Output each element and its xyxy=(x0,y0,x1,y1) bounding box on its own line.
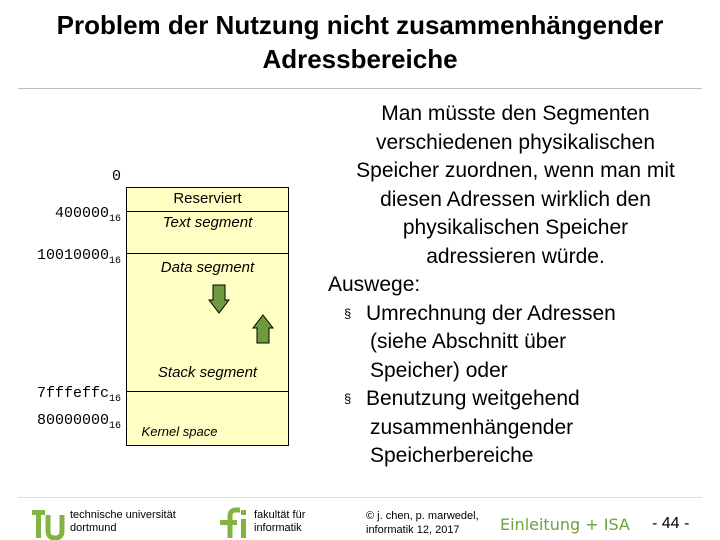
explanation-text xyxy=(318,100,713,471)
segment-divider xyxy=(127,211,288,212)
bullet-line: zusammenhängender xyxy=(370,415,574,439)
segment-data: Data segment xyxy=(160,259,255,276)
footer-divider xyxy=(18,497,702,498)
segment-divider xyxy=(127,391,288,392)
text-line: physikalischen Speicher xyxy=(402,216,629,239)
segment-divider xyxy=(127,253,288,254)
bullet-line: Speicherbereiche xyxy=(370,444,534,467)
tu-logo-icon xyxy=(30,507,66,540)
bullet-icon: § xyxy=(344,305,352,321)
bullet-item-1 xyxy=(318,300,713,386)
heap-grows-down-arrow-icon xyxy=(208,284,230,314)
text-line: adressieren würde. xyxy=(426,244,605,268)
explanation-paragraph xyxy=(318,100,713,300)
text-line: Man müsste den Segmenten xyxy=(381,102,650,125)
address-label-7fffeffc: 7fffeffc$_{16}$ xyxy=(36,385,121,405)
title-divider xyxy=(18,88,702,89)
slide-title xyxy=(0,8,720,76)
text-line: diesen Adressen wirklich den xyxy=(380,187,651,211)
faculty-name: fakultät für informatik xyxy=(254,509,306,534)
title-line-2: Adressbereiche xyxy=(262,44,458,74)
address-label-400000: $400000_{16}$ xyxy=(54,205,121,225)
text-line: Auswege: xyxy=(328,273,421,296)
segment-kernel: Kernel space xyxy=(141,424,218,439)
bullet-line: Speicher) oder xyxy=(370,358,508,382)
course-name: Einleitung + ISA xyxy=(500,515,630,534)
university-name: technische universität dortmund xyxy=(70,509,176,534)
text-line: verschiedenen physikalischen xyxy=(376,130,655,154)
segment-text: Text segment xyxy=(162,214,253,231)
segment-stack: Stack segment xyxy=(157,364,258,381)
bullet-icon: § xyxy=(344,391,352,406)
title-line-1: Problem der Nutzung nicht zusammenhängender xyxy=(56,10,664,40)
address-label-10010000: $10010000_{16}$ xyxy=(36,247,121,267)
text-line: Speicher zuordnen, wenn man mit xyxy=(356,159,675,182)
address-label-0: 0 xyxy=(111,168,121,185)
bullet-line: (siehe Abschnitt über xyxy=(370,330,567,353)
segment-reserved: Reserviert xyxy=(173,190,242,207)
stack-grows-up-arrow-icon xyxy=(252,314,274,344)
bullet-line: Benutzung weitgehend xyxy=(366,387,580,410)
bullet-line: Umrechnung der Adressen xyxy=(366,301,616,325)
copyright-text: © j. chen, p. marwedel, informatik 12, 2017 xyxy=(366,510,479,536)
address-label-80000000: $80000000_{16}$ xyxy=(36,412,121,432)
page-number: - 44 - xyxy=(652,515,690,532)
fi-logo-icon xyxy=(216,507,248,540)
bullet-item-2 xyxy=(318,385,713,471)
